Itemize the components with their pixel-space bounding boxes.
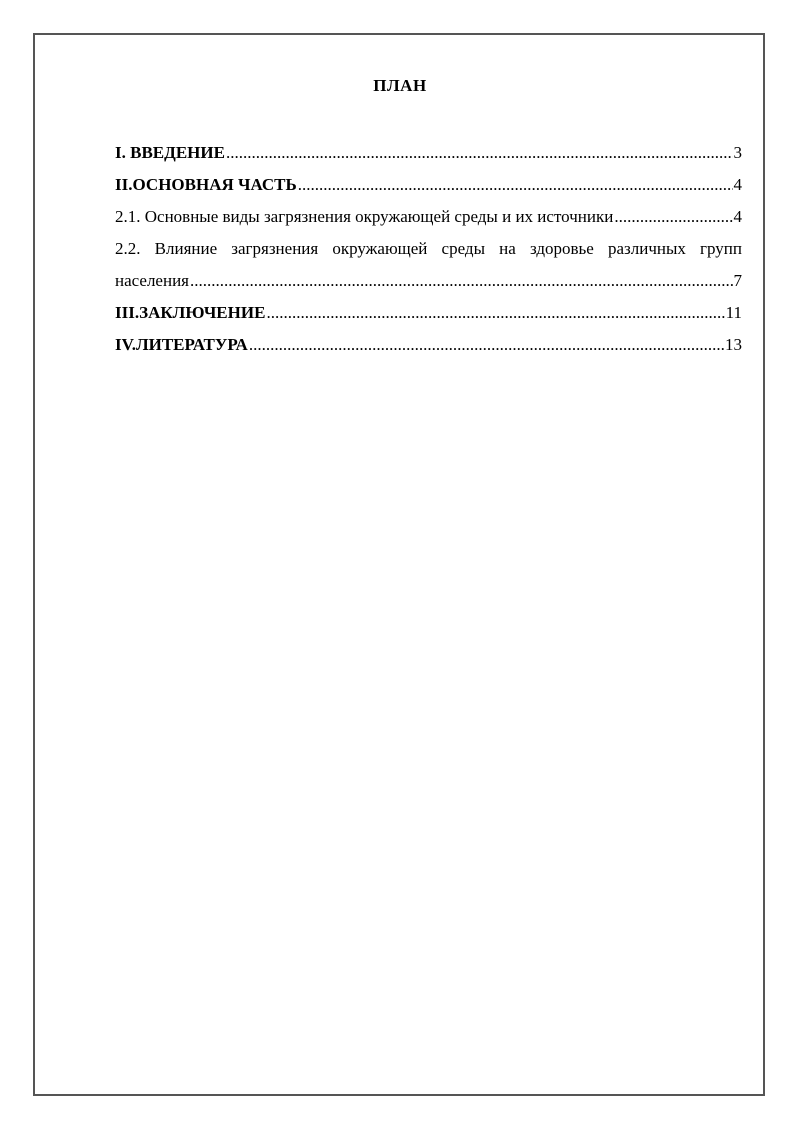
- toc-entry-text: 2.1. Основные виды загрязнения окружающей среды и их источники: [115, 207, 614, 226]
- toc-page-number: 13: [725, 335, 742, 354]
- toc-page-number: 4: [733, 207, 742, 226]
- toc-leader-dots: [614, 201, 732, 233]
- toc-page-number: 4: [733, 175, 742, 194]
- toc-page-number: 3: [733, 143, 742, 162]
- toc-entry-text: II.ОСНОВНАЯ ЧАСТЬ: [115, 175, 297, 194]
- toc-leader-dots: [226, 137, 733, 169]
- toc-entry-text: III.ЗАКЛЮЧЕНИЕ: [115, 303, 266, 322]
- toc-leader-dots: [266, 297, 724, 329]
- toc-entry-introduction[interactable]: [115, 137, 742, 169]
- toc-entry-conclusion[interactable]: [115, 297, 742, 329]
- table-of-contents: [115, 137, 742, 361]
- toc-entry-literature[interactable]: [115, 329, 742, 361]
- toc-page-number: 11: [725, 303, 742, 322]
- toc-leader-dots: [249, 329, 724, 361]
- toc-entry-2-2-line1[interactable]: 2.2. Влияние загрязнения окружающей среды на здоровье различных групп: [115, 239, 742, 258]
- toc-entry-text: I. ВВЕДЕНИЕ: [115, 143, 225, 162]
- toc-entry-2-1[interactable]: [115, 201, 742, 233]
- toc-page-number: 7: [733, 271, 742, 290]
- toc-leader-dots: [190, 265, 733, 297]
- page-title: ПЛАН: [373, 76, 427, 95]
- toc-entry-text: IV.ЛИТЕРАТУРА: [115, 335, 248, 354]
- toc-leader-dots: [298, 169, 733, 201]
- toc-entry-2-2-line2[interactable]: [115, 265, 742, 297]
- toc-entry-main-part[interactable]: [115, 169, 742, 201]
- toc-entry-text: населения: [115, 271, 189, 290]
